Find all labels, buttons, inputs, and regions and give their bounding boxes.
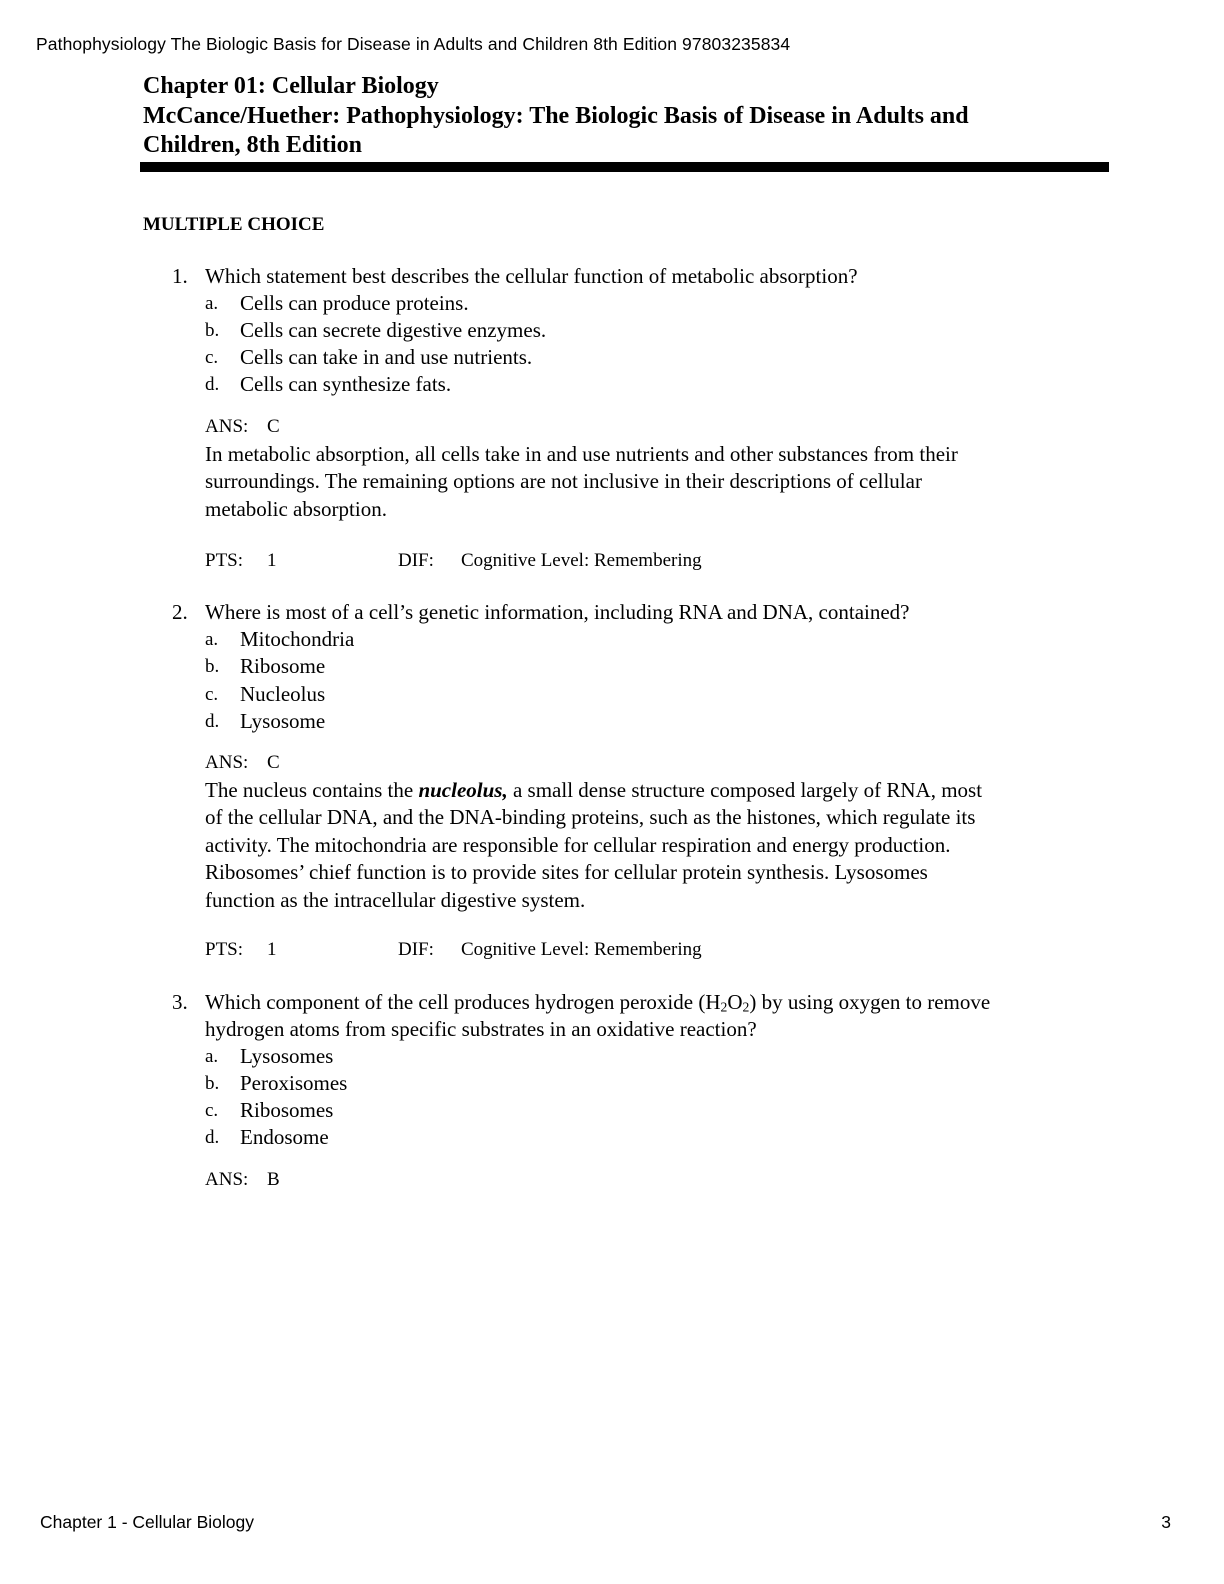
option-letter: a. [205, 1046, 219, 1067]
points-value: 1 [267, 939, 277, 960]
rationale-line: Ribosomes’ chief function is to provide sites for cellular protein synthesis. Lysosomes [205, 860, 928, 885]
option-text: Peroxisomes [240, 1071, 348, 1095]
answer-value: C [267, 416, 280, 437]
option-letter: b. [205, 320, 220, 341]
title-divider [140, 162, 1109, 172]
rationale-line [205, 777, 1105, 804]
rationale-text: The nucleus contains the [205, 778, 419, 802]
option-letter: d. [205, 374, 220, 395]
key-term: nucleolus, [418, 778, 508, 802]
option-text: Ribosome [240, 654, 326, 678]
points-label: PTS: [205, 939, 244, 960]
book-title-line-1: McCance/Huether: Pathophysiology: The Biologic Basis of Disease in Adults and [143, 102, 969, 129]
chapter-title: Chapter 01: Cellular Biology [143, 73, 439, 99]
difficulty-label: DIF: [398, 550, 434, 571]
rationale-line: In metabolic absorption, all cells take in and use nutrients and other substances from their [205, 442, 958, 466]
stem-text: O [727, 990, 743, 1014]
option-letter: c. [205, 1100, 219, 1121]
question-stem-line-2: hydrogen atoms from specific substrates in an oxidative reaction? [205, 1017, 757, 1041]
book-title-line-2: Children, 8th Edition [143, 132, 362, 158]
page-number: 3 [1161, 1512, 1171, 1532]
points-label: PTS: [205, 550, 244, 571]
option-letter: b. [205, 1073, 220, 1094]
subscript: 2 [742, 999, 750, 1015]
rationale-line: function as the intracellular digestive system. [205, 887, 586, 912]
rationale-line: activity. The mitochondria are responsible for cellular respiration and energy production. [205, 832, 951, 857]
rationale [205, 777, 1105, 914]
option-letter: c. [205, 684, 219, 705]
option-text: Cells can take in and use nutrients. [240, 345, 533, 369]
option-letter: d. [205, 711, 220, 732]
option-text: Lysosomes [240, 1044, 334, 1068]
answer-label: ANS: [205, 416, 249, 437]
stem-text: Which component of the cell produces hydrogen peroxide (H [205, 990, 721, 1014]
answer-label: ANS: [205, 752, 249, 773]
rationale [205, 441, 1105, 523]
footer-chapter: Chapter 1 - Cellular Biology [40, 1512, 254, 1532]
answer-value: B [267, 1169, 280, 1190]
chapter-title-block [143, 72, 1113, 161]
question-number: 1. [172, 264, 188, 288]
option-text: Cells can secrete digestive enzymes. [240, 318, 547, 342]
option-letter: a. [205, 293, 219, 314]
difficulty-value: Cognitive Level: Remembering [461, 550, 702, 571]
question-stem: Where is most of a cell’s genetic information, including RNA and DNA, contained? [205, 600, 910, 624]
option-text: Nucleolus [240, 682, 326, 706]
section-heading: MULTIPLE CHOICE [143, 214, 325, 235]
difficulty-label: DIF: [398, 939, 434, 960]
option-letter: b. [205, 656, 220, 677]
question-stem: Which statement best describes the cellular function of metabolic absorption? [205, 264, 858, 288]
stem-text: ) by using oxygen to remove [749, 990, 991, 1014]
running-header: Pathophysiology The Biologic Basis for Disease in Adults and Children 8th Edition 97803235834 [36, 34, 791, 54]
question-stem [205, 990, 990, 1015]
answer-label: ANS: [205, 1169, 249, 1190]
rationale-line: of the cellular DNA, and the DNA-binding proteins, such as the histones, which regulate its [205, 805, 976, 830]
rationale-line: metabolic absorption. [205, 496, 387, 521]
rationale-line: surroundings. The remaining options are not inclusive in their descriptions of cellular [205, 469, 922, 494]
option-text: Endosome [240, 1125, 329, 1149]
points-value: 1 [267, 550, 277, 571]
rationale-text: a small dense structure composed largely of RNA, most [507, 778, 983, 802]
question-number: 3. [172, 990, 188, 1014]
option-letter: c. [205, 347, 219, 368]
option-text: Ribosomes [240, 1098, 334, 1122]
option-text: Lysosome [240, 709, 326, 733]
answer-value: C [267, 752, 280, 773]
option-letter: a. [205, 629, 219, 650]
option-text: Cells can synthesize fats. [240, 372, 452, 396]
option-letter: d. [205, 1127, 220, 1148]
difficulty-value: Cognitive Level: Remembering [461, 939, 702, 960]
subscript: 2 [720, 999, 728, 1015]
option-text: Cells can produce proteins. [240, 291, 469, 315]
option-text: Mitochondria [240, 627, 355, 651]
question-number: 2. [172, 600, 188, 624]
